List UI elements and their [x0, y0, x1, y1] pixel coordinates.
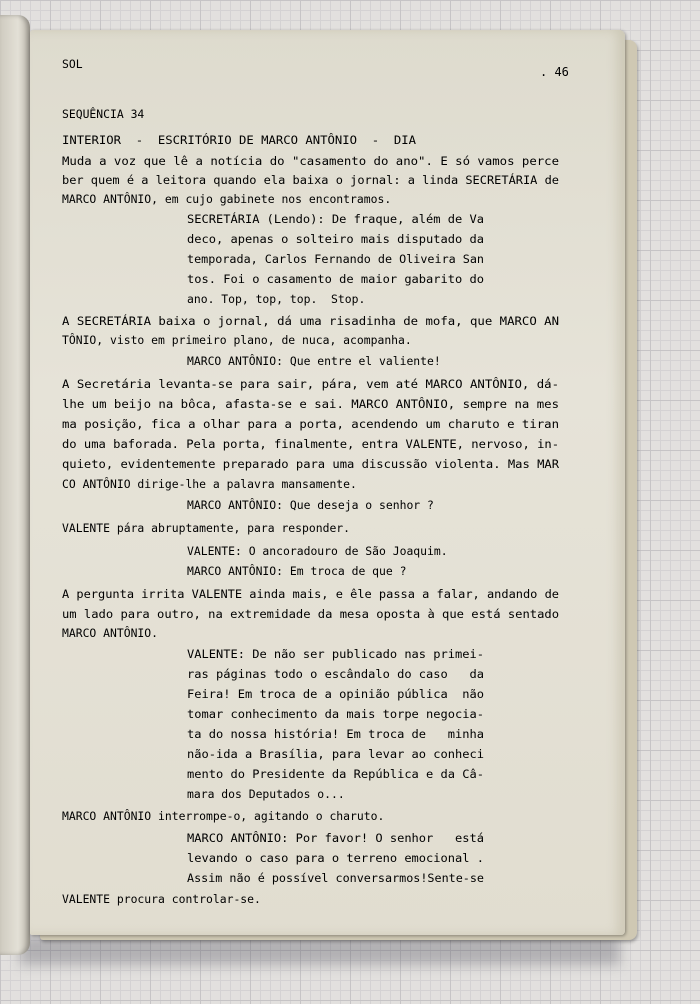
action-line: MARCO ANTÔNIO, em cujo gabinete nos encontramos.	[62, 192, 392, 206]
dialogue-line: SECRETÁRIA (Lendo): De fraque, além de Va	[187, 212, 469, 226]
script-page	[30, 30, 625, 935]
dialogue-line: MARCO ANTÔNIO: Que entre el valiente!	[187, 354, 441, 368]
dialogue-line: ano. Top, top, top. Stop.	[187, 292, 366, 306]
action-line: ber quem é a leitora quando ela baixa o jornal: a linda SECRETÁRIA de	[62, 173, 536, 187]
dialogue-line: mara dos Deputados o...	[187, 787, 345, 801]
dialogue-line: Assim não é possível conversarmos!Sente-se	[187, 871, 485, 885]
dialogue-line: MARCO ANTÔNIO: Que deseja o senhor ?	[187, 498, 434, 512]
action-line: do uma baforada. Pela porta, finalmente, entra VALENTE, nervoso, in-	[62, 437, 559, 451]
action-line: A Secretária levanta-se para sair, pára, vem até MARCO ANTÔNIO, dá-	[62, 377, 522, 391]
action-line: MARCO ANTÔNIO interrompe-o, agitando o charuto.	[62, 809, 385, 823]
dialogue-line: Feira! Em troca de a opinião pública não	[187, 687, 485, 701]
page-number: . 46	[540, 65, 569, 79]
action-line: um lado para outro, na extremidade da mesa oposta à que está sentado	[62, 607, 560, 621]
script-body	[62, 154, 559, 906]
typed-text	[30, 30, 625, 935]
action-line: A SECRETÁRIA baixa o jornal, dá uma risadinha de mofa, que MARCO AN	[62, 314, 522, 328]
dialogue-line: tos. Foi o casamento de maior gabarito do	[187, 272, 485, 286]
dialogue-line: não-ida a Brasília, para levar ao conheci	[187, 747, 485, 761]
dialogue-line: MARCO ANTÔNIO: Por favor! O senhor está	[187, 831, 469, 845]
dialogue-line: tomar conhecimento da mais torpe negocia-	[187, 707, 484, 721]
action-line: lhe um beijo na bôca, afasta-se e sai. MARCO ANTÔNIO, sempre na mes	[62, 397, 522, 411]
dialogue-line: VALENTE: O ancoradouro de São Joaquim.	[187, 544, 448, 558]
dialogue-line: ta do nossa história! Em troca de minha	[187, 727, 484, 741]
action-line: CO ANTÔNIO dirige-lhe a palavra mansamente.	[62, 477, 357, 491]
action-line: VALENTE pára abruptamente, para responder.	[62, 521, 351, 535]
dialogue-line: levando o caso para o terreno emocional .	[187, 851, 484, 865]
action-line: VALENTE procura controlar-se.	[62, 892, 261, 906]
dialogue-line: ras páginas todo o escândalo do caso da	[187, 667, 484, 681]
dialogue-line: MARCO ANTÔNIO: Em troca de que ?	[187, 564, 407, 578]
action-line: A pergunta irrita VALENTE ainda mais, e êle passa a falar, andando de	[62, 587, 560, 601]
action-line: quieto, evidentemente preparado para uma discussão violenta. Mas MAR	[62, 457, 560, 471]
dialogue-line: mento do Presidente da República e da Câ-	[187, 767, 484, 781]
action-line: ma posição, fica a olhar para a porta, acendendo um charuto e tiran	[62, 417, 559, 431]
action-line: TÔNIO, visto em primeiro plano, de nuca, acompanha.	[62, 333, 412, 347]
action-line: Muda a voz que lê a notícia do "casamento do ano". E só vamos perce	[62, 154, 560, 168]
header-left: SOL	[62, 57, 83, 71]
sequence-heading: SEQUÊNCIA 34	[62, 107, 145, 121]
action-line: MARCO ANTÔNIO.	[62, 626, 159, 640]
dialogue-line: deco, apenas o solteiro mais disputado da	[187, 232, 484, 246]
dialogue-line: temporada, Carlos Fernando de Oliveira San	[187, 252, 484, 266]
dialogue-line: VALENTE: De não ser publicado nas primei-	[187, 647, 484, 661]
scene-heading: INTERIOR - ESCRITÓRIO DE MARCO ANTÔNIO - DIA	[62, 133, 392, 147]
facing-page-edge	[0, 15, 30, 955]
